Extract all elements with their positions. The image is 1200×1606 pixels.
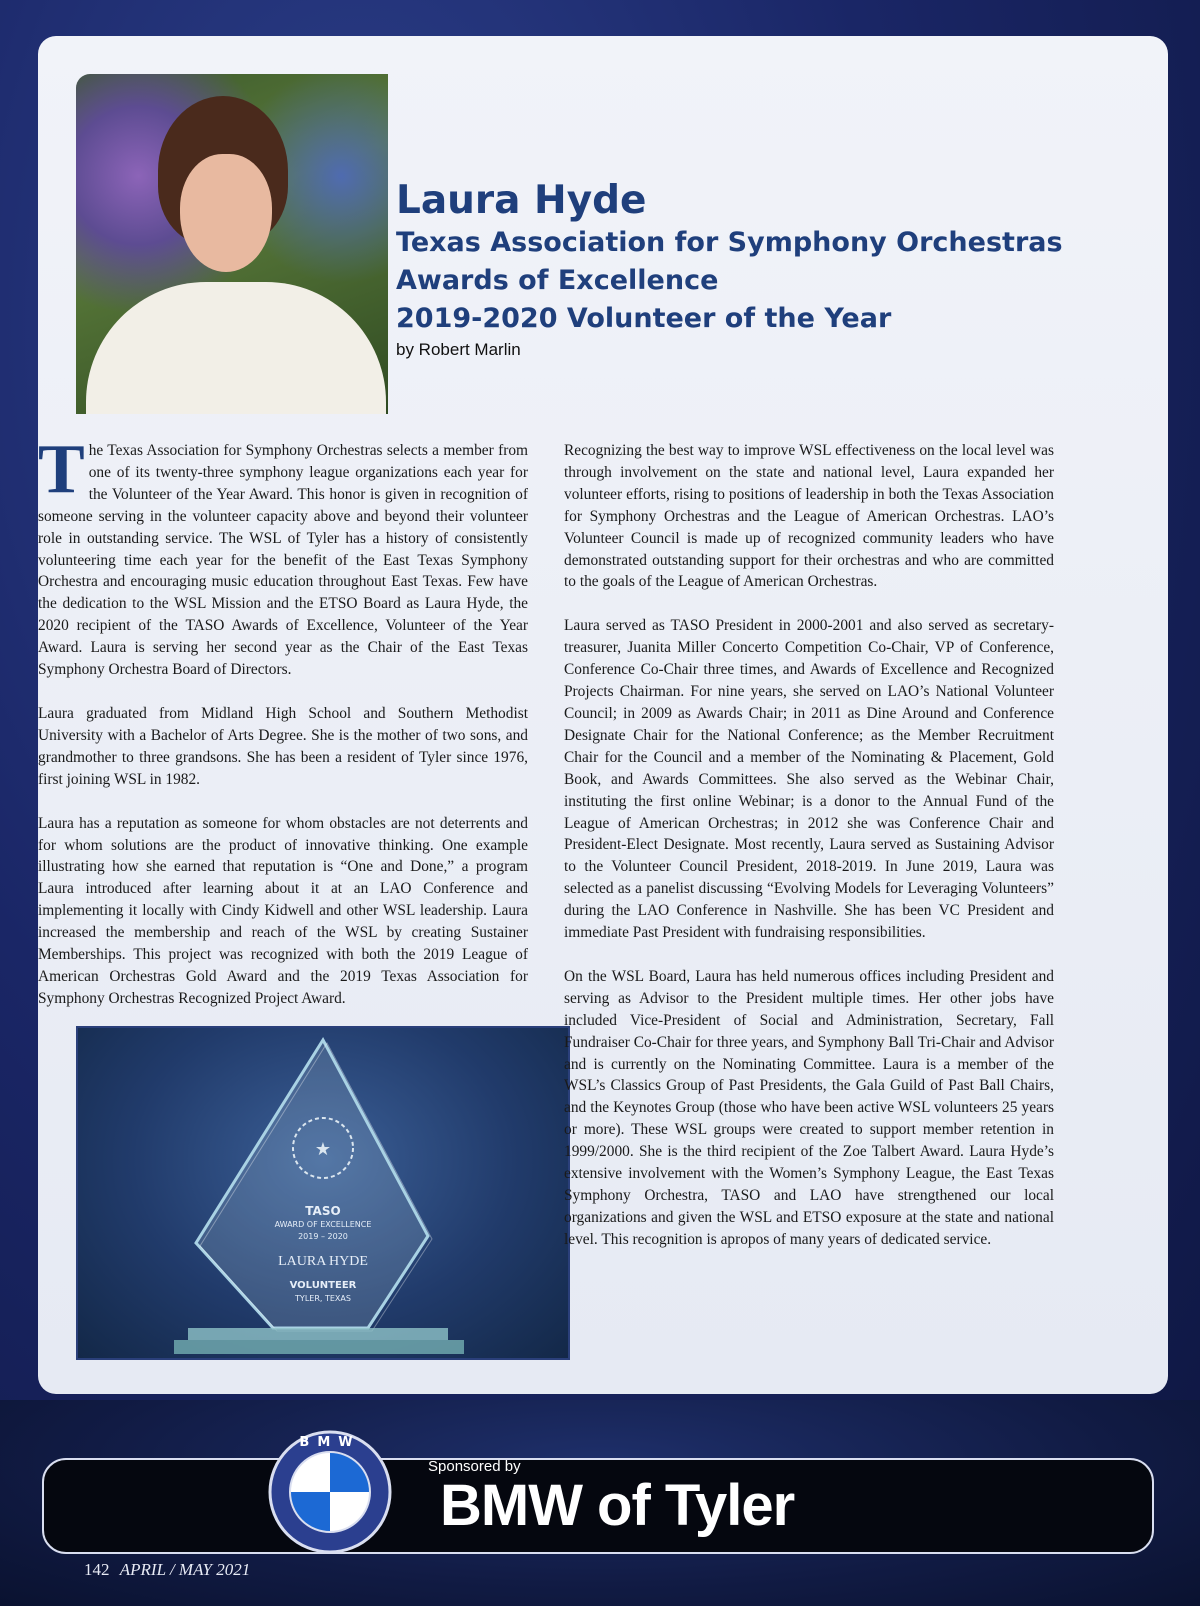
dropcap: T xyxy=(38,431,85,508)
article-subtitle-line-3: 2019-2020 Volunteer of the Year xyxy=(396,303,892,334)
article-column-left xyxy=(38,431,528,1032)
paragraph-text: he Texas Association for Symphony Orchestras selects a member from one of its twenty-three symphony league organizations each year for the Volunteer of the Year Award. This honor is given in recognition of someone serving in the volunteer capacity above and beyond their volunteer role in outstanding service. The WSL of Tyler has a history of consistently volunteering time each year for the benefit of the East Texas Symphony Orchestra and encouraging music education throughout East Texas. Few have the dedication to the WSL Mission and the ETSO Board as Laura Hyde, the 2020 recipient of the TASO Awards of Excellence, Volunteer of the Year Award. Laura is serving her second year as the Chair of the East Texas Symphony Orchestra Board of Directors. xyxy=(38,442,528,679)
page-number: 142 xyxy=(84,1560,110,1579)
byline: by Robert Marlin xyxy=(396,340,521,359)
svg-text:★: ★ xyxy=(314,1139,332,1160)
trophy-photo xyxy=(76,1026,570,1360)
paragraph: Recognizing the best way to improve WSL effectiveness on the local level was through involvement on the state and national level, Laura expanded her volunteer efforts, rising to positions of leadership in both the Texas Association for Symphony Orchestras and the League of American Orchestras. LAO’s Volunteer Council is made up of recognized community leaders who have demonstrated outstanding support for their orchestras and who are committed to the goals of the League of American Orchestras. xyxy=(564,442,1054,591)
portrait-jacket xyxy=(86,282,386,414)
trophy-years: 2019 – 2020 xyxy=(298,1232,348,1241)
paragraph: Laura graduated from Midland High School and Southern Methodist University with a Bachelor of Arts Degree. She is the mother of two sons, and grandmother to three grandsons. She has been a resident of Tyler since 1976, first joining WSL in 1982. xyxy=(38,704,528,788)
trophy-org: TASO xyxy=(305,1204,341,1218)
trophy-category: VOLUNTEER xyxy=(289,1280,357,1291)
trophy-award: AWARD OF EXCELLENCE xyxy=(274,1220,372,1229)
article-subtitle-line-2: Awards of Excellence xyxy=(396,265,719,296)
paragraph xyxy=(38,431,528,681)
page-footer xyxy=(84,1560,250,1580)
article-subtitle-line-1: Texas Association for Symphony Orchestras xyxy=(396,227,1063,258)
portrait-photo xyxy=(76,74,388,414)
article-title: Laura Hyde xyxy=(396,178,647,223)
bmw-logo-text: BMW xyxy=(299,1435,361,1450)
trophy-location: TYLER, TEXAS xyxy=(295,1294,351,1303)
sponsor-name: BMW of Tyler xyxy=(440,1473,795,1538)
issue-date: APRIL / MAY 2021 xyxy=(119,1560,251,1579)
article-header xyxy=(396,178,1116,360)
trophy-illustration xyxy=(78,1028,568,1358)
paragraph: Laura served as TASO President in 2000-2001 and also served as secretary-treasurer, Juanita Miller Concerto Competition Co-Chair, VP of Conference, Conference Co-Chair three times, and Awards of Excellence and Recognized Projects Chairman. For nine years, she served on LAO’s National Volunteer Council; in 2009 as Awards Chair; in 2011 as Dine Around and Conference Designate Chair for the National Conference; as the Member Recruitment Chair for the Council and a member of the Nominating & Placement, Gold Book, and Awards Committees. She also served as the Webinar Chair, instituting the first online Webinar; is a donor to the Annual Fund of the League of American Orchestras; in 2012 she was Conference Chair and President-Elect Designate. Most recently, Laura served as Sustaining Advisor to the Volunteer Council President, 2018-2019. In June 2019, Laura was selected as a panelist discussing “Evolving Models for Leveraging Volunteers” during the LAO Conference in Nashville. She has been VC President and immediate Past President with fundraising responsibilities. xyxy=(564,617,1054,942)
bmw-logo-icon xyxy=(268,1430,392,1554)
sponsored-by-label: Sponsored by xyxy=(428,1458,521,1475)
portrait-face xyxy=(180,154,272,272)
trophy-recipient: LAURA HYDE xyxy=(278,1254,368,1269)
paragraph: On the WSL Board, Laura has held numerous offices including President and serving as Advisor to the President multiple times. Her other jobs have included Vice-President of Social and Administration, Secretary, Fall Fundraiser Co-Chair for three years, and Symphony Ball Tri-Chair and Advisor and is currently on the Nominating Committee. Laura is a member of the WSL’s Classics Group of Past Presidents, the Gala Guild of Past Ball Chairs, and the Keynotes Group (those who have been active WSL volunteers 25 years or more). These WSL groups were created to support member retention in 1999/2000. She is the third recipient of the Zoe Talbert Award. Laura Hyde’s extensive involvement with the Women’s Symphony League, the East Texas Symphony Orchestra, TASO and LAO have strengthened our local organizations and given the WSL and ETSO exposure at the state and national level. This recognition is apropos of many years of dedicated service. xyxy=(564,967,1054,1248)
article-column-right xyxy=(564,440,1054,1273)
paragraph: Laura has a reputation as someone for whom obstacles are not deterrents and for whom solutions are the product of innovative thinking. One example illustrating how she earned that reputation is “One and Done,” a program Laura introduced after learning about it at an LAO Conference and implementing it locally with Cindy Kidwell and other WSL leadership. Laura increased the membership and reach of the WSL by creating Sustainer Memberships. This project was recognized with both the 2019 League of American Orchestras Gold Award and the 2019 Texas Association for Symphony Orchestras Recognized Project Award. xyxy=(38,814,528,1007)
